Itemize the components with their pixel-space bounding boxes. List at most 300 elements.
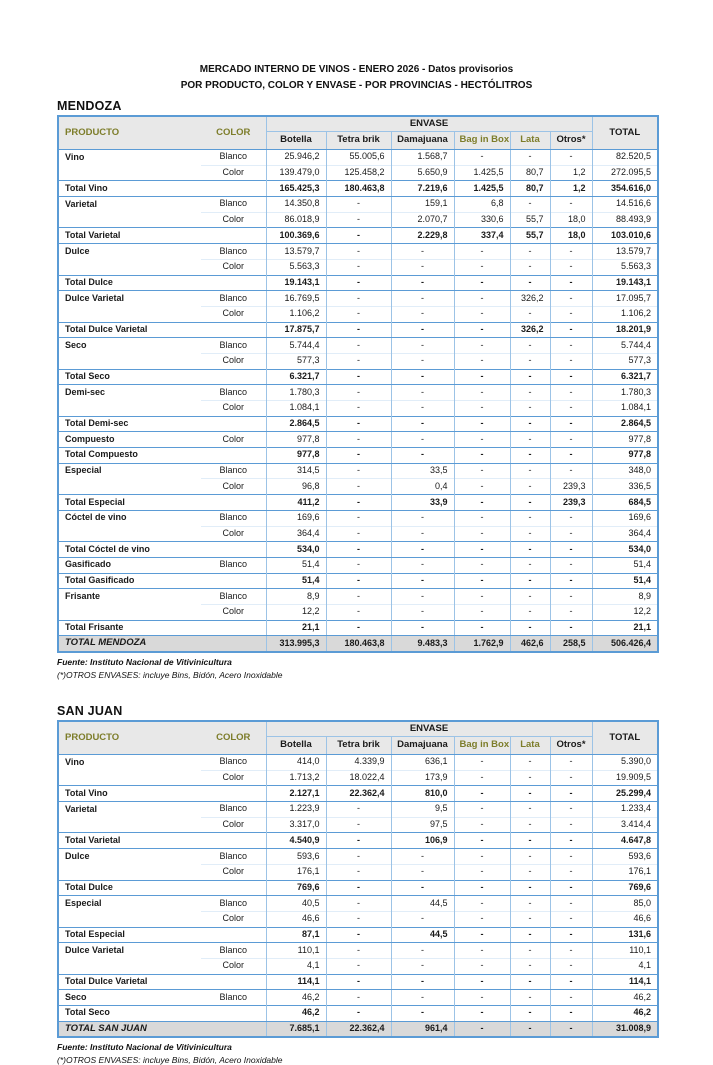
value-cell: - (391, 849, 454, 865)
product-cell: Seco (58, 990, 201, 1006)
value-cell: - (391, 1006, 454, 1022)
value-cell: - (326, 557, 391, 573)
value-cell: - (326, 275, 391, 291)
value-cell: - (326, 495, 391, 511)
value-cell: - (391, 306, 454, 322)
value-cell: 55.005,6 (326, 150, 391, 166)
table-header (58, 721, 658, 755)
value-cell: - (550, 291, 592, 307)
value-cell: - (510, 786, 550, 802)
table-header (58, 116, 658, 150)
page-header (0, 0, 713, 94)
product-cell: Dulce Varietal (58, 291, 201, 307)
value-cell: - (510, 353, 550, 369)
value-cell: 46,6 (592, 911, 658, 927)
value-cell: 19.909,5 (592, 770, 658, 786)
value-cell: - (326, 573, 391, 589)
value-cell: 7.219,6 (391, 181, 454, 197)
column-header-otros: Otros* (550, 132, 592, 150)
value-cell: - (454, 896, 510, 912)
value-cell: 1.568,7 (391, 150, 454, 166)
value-cell: - (326, 911, 391, 927)
product-cell (58, 958, 201, 974)
product-cell (58, 401, 201, 417)
value-cell: - (550, 244, 592, 260)
row-label-cell: Total Dulce (58, 880, 266, 896)
subtotal-row (58, 275, 658, 291)
value-cell: - (510, 432, 550, 448)
data-row (58, 259, 658, 275)
value-cell: 82.520,5 (592, 150, 658, 166)
color-cell: Blanco (201, 385, 266, 401)
section-san-juan (57, 704, 657, 1065)
value-cell: 2.229,8 (391, 228, 454, 244)
value-cell: - (454, 495, 510, 511)
color-cell: Blanco (201, 557, 266, 573)
value-cell: - (326, 212, 391, 228)
table-body (58, 150, 658, 653)
value-cell: - (391, 244, 454, 260)
value-cell: - (454, 369, 510, 385)
region-title: MENDOZA (57, 99, 122, 113)
column-header-tetra-brik: Tetra brik (326, 737, 391, 755)
value-cell: 31.008,9 (592, 1021, 658, 1037)
row-label-cell: Total Especial (58, 495, 266, 511)
value-cell: 977,8 (266, 432, 326, 448)
value-cell: 330,6 (454, 212, 510, 228)
value-cell: 769,6 (266, 880, 326, 896)
value-cell: - (510, 896, 550, 912)
value-cell: - (510, 911, 550, 927)
value-cell: 106,9 (391, 833, 454, 849)
value-cell: - (391, 990, 454, 1006)
value-cell: 110,1 (592, 943, 658, 959)
value-cell: - (326, 259, 391, 275)
value-cell: - (550, 1021, 592, 1037)
value-cell: - (454, 526, 510, 542)
value-cell: - (391, 369, 454, 385)
product-cell: Gasificado (58, 557, 201, 573)
row-label-cell: Total Seco (58, 369, 266, 385)
value-cell: - (550, 275, 592, 291)
value-cell: - (326, 432, 391, 448)
value-cell: - (326, 479, 391, 495)
value-cell: - (510, 338, 550, 354)
value-cell: - (550, 197, 592, 213)
value-cell: - (326, 974, 391, 990)
value-cell: - (510, 542, 550, 558)
value-cell: - (391, 974, 454, 990)
color-cell: Blanco (201, 802, 266, 818)
value-cell: - (326, 291, 391, 307)
value-cell: 364,4 (592, 526, 658, 542)
value-cell: 86.018,9 (266, 212, 326, 228)
value-cell: - (510, 990, 550, 1006)
value-cell: - (550, 864, 592, 880)
value-cell: - (510, 770, 550, 786)
value-cell: 1.425,5 (454, 165, 510, 181)
value-cell: 96,8 (266, 479, 326, 495)
value-cell: - (454, 990, 510, 1006)
color-cell: Blanco (201, 150, 266, 166)
value-cell: - (550, 849, 592, 865)
value-cell: - (454, 849, 510, 865)
footnote-fuente: Fuente: Instituto Nacional de Vitivinicultura (57, 657, 232, 667)
value-cell: 13.579,7 (266, 244, 326, 260)
value-cell: 1.425,5 (454, 181, 510, 197)
value-cell: 25.299,4 (592, 786, 658, 802)
value-cell: - (326, 589, 391, 605)
value-cell: - (454, 958, 510, 974)
value-cell: - (326, 353, 391, 369)
row-label-cell: Total Demi-sec (58, 416, 266, 432)
product-cell (58, 864, 201, 880)
column-header-bag-in-box: Bag in Box (454, 132, 510, 150)
value-cell: 354.616,0 (592, 181, 658, 197)
value-cell: - (550, 322, 592, 338)
value-cell: 2.864,5 (266, 416, 326, 432)
value-cell: - (454, 974, 510, 990)
value-cell: 44,5 (391, 927, 454, 943)
value-cell: 131,6 (592, 927, 658, 943)
value-cell: - (550, 589, 592, 605)
data-row (58, 770, 658, 786)
value-cell: 16.769,5 (266, 291, 326, 307)
data-row (58, 990, 658, 1006)
value-cell: - (326, 385, 391, 401)
product-cell (58, 259, 201, 275)
value-cell: - (454, 943, 510, 959)
value-cell: 977,8 (592, 432, 658, 448)
page-title-line1: MERCADO INTERNO DE VINOS - ENERO 2026 - Datos provisorios (199, 64, 514, 75)
row-label-cell: Total Varietal (58, 833, 266, 849)
row-label-cell: Total Seco (58, 1006, 266, 1022)
value-cell: 5.563,3 (266, 259, 326, 275)
column-header-total: TOTAL (592, 721, 658, 755)
value-cell: - (391, 542, 454, 558)
value-cell: 88.493,9 (592, 212, 658, 228)
value-cell: - (510, 526, 550, 542)
data-row (58, 165, 658, 181)
value-cell: - (550, 817, 592, 833)
column-header-color: COLOR (201, 116, 266, 150)
value-cell: - (510, 817, 550, 833)
column-header-otros: Otros* (550, 737, 592, 755)
value-cell: 4,1 (592, 958, 658, 974)
value-cell: - (550, 880, 592, 896)
value-cell: - (550, 526, 592, 542)
value-cell: 97,5 (391, 817, 454, 833)
product-cell (58, 911, 201, 927)
column-header-botella: Botella (266, 737, 326, 755)
value-cell: - (326, 849, 391, 865)
value-cell: - (510, 416, 550, 432)
value-cell: - (326, 864, 391, 880)
color-cell: Color (201, 864, 266, 880)
value-cell: - (391, 259, 454, 275)
value-cell: 5.390,0 (592, 755, 658, 771)
grand-total-row (58, 636, 658, 652)
product-cell: Frisante (58, 589, 201, 605)
value-cell: - (326, 604, 391, 620)
value-cell: 5.744,4 (592, 338, 658, 354)
color-cell: Color (201, 259, 266, 275)
value-cell: 2.070,7 (391, 212, 454, 228)
value-cell: - (391, 432, 454, 448)
value-cell: 19.143,1 (266, 275, 326, 291)
value-cell: 6.321,7 (592, 369, 658, 385)
footnote-fuente: Fuente: Instituto Nacional de Vitivinicultura (57, 1042, 232, 1053)
value-cell: 176,1 (266, 864, 326, 880)
value-cell: - (391, 604, 454, 620)
value-cell: 21,1 (266, 620, 326, 636)
product-cell (58, 604, 201, 620)
value-cell: 85,0 (592, 896, 658, 912)
value-cell: 6,8 (454, 197, 510, 213)
value-cell: 961,4 (391, 1021, 454, 1037)
value-cell: 110,1 (266, 943, 326, 959)
value-cell: 55,7 (510, 212, 550, 228)
row-label-cell: Total Gasificado (58, 573, 266, 589)
value-cell: 348,0 (592, 463, 658, 479)
product-cell: Dulce (58, 244, 201, 260)
value-cell: - (454, 322, 510, 338)
value-cell: - (391, 322, 454, 338)
subtotal-row (58, 448, 658, 464)
value-cell: - (550, 755, 592, 771)
data-row (58, 432, 658, 448)
value-cell: - (550, 802, 592, 818)
value-cell: - (454, 786, 510, 802)
color-cell: Blanco (201, 589, 266, 605)
product-cell: Especial (58, 463, 201, 479)
value-cell: - (326, 927, 391, 943)
value-cell: - (510, 369, 550, 385)
data-row (58, 385, 658, 401)
value-cell: - (391, 353, 454, 369)
value-cell: 18,0 (550, 228, 592, 244)
column-header-color: COLOR (201, 721, 266, 755)
value-cell: 4.540,9 (266, 833, 326, 849)
value-cell: 977,8 (266, 448, 326, 464)
value-cell: - (326, 802, 391, 818)
value-cell: - (326, 526, 391, 542)
value-cell: - (326, 1006, 391, 1022)
value-cell: - (510, 833, 550, 849)
value-cell: 46,2 (592, 1006, 658, 1022)
value-cell: 1.713,2 (266, 770, 326, 786)
value-cell: - (326, 197, 391, 213)
data-row (58, 864, 658, 880)
value-cell: 1,2 (550, 181, 592, 197)
color-cell: Color (201, 770, 266, 786)
value-cell: - (550, 990, 592, 1006)
data-row (58, 589, 658, 605)
product-cell: Seco (58, 338, 201, 354)
value-cell: 80,7 (510, 165, 550, 181)
value-cell: - (454, 150, 510, 166)
value-cell: 1.780,3 (592, 385, 658, 401)
value-cell: 51,4 (592, 557, 658, 573)
value-cell: - (454, 432, 510, 448)
row-label-cell: Total Compuesto (58, 448, 266, 464)
data-row (58, 353, 658, 369)
value-cell: - (454, 479, 510, 495)
product-cell: Cóctel de vino (58, 510, 201, 526)
subtotal-row (58, 542, 658, 558)
value-cell: 51,4 (266, 573, 326, 589)
color-cell: Blanco (201, 849, 266, 865)
value-cell: - (326, 990, 391, 1006)
value-cell: 169,6 (592, 510, 658, 526)
color-cell: Blanco (201, 755, 266, 771)
value-cell: - (550, 401, 592, 417)
value-cell: - (550, 786, 592, 802)
value-cell: - (510, 943, 550, 959)
value-cell: - (326, 244, 391, 260)
column-header-producto: PRODUCTO (58, 116, 201, 150)
value-cell: - (510, 479, 550, 495)
column-header-tetra-brik: Tetra brik (326, 132, 391, 150)
value-cell: 1.223,9 (266, 802, 326, 818)
color-cell: Color (201, 479, 266, 495)
value-cell: 46,2 (266, 990, 326, 1006)
page-title-line2: POR PRODUCTO, COLOR Y ENVASE - POR PROVINCIAS - HECTÓLITROS (180, 80, 533, 91)
value-cell: 810,0 (391, 786, 454, 802)
value-cell: - (454, 1021, 510, 1037)
value-cell: - (510, 802, 550, 818)
value-cell: - (454, 275, 510, 291)
color-cell: Blanco (201, 463, 266, 479)
subtotal-row (58, 573, 658, 589)
data-row (58, 526, 658, 542)
value-cell: - (391, 911, 454, 927)
value-cell: 5.563,3 (592, 259, 658, 275)
value-cell: 18.022,4 (326, 770, 391, 786)
value-cell: - (326, 542, 391, 558)
value-cell: - (510, 259, 550, 275)
grand-total-row (58, 1021, 658, 1037)
value-cell: 19.143,1 (592, 275, 658, 291)
row-label-cell: Total Dulce (58, 275, 266, 291)
value-cell: 3.317,0 (266, 817, 326, 833)
subtotal-row (58, 416, 658, 432)
value-cell: - (550, 770, 592, 786)
value-cell: - (550, 620, 592, 636)
mendoza-table (57, 115, 659, 653)
value-cell: 14.350,8 (266, 197, 326, 213)
value-cell: - (510, 495, 550, 511)
value-cell: - (326, 817, 391, 833)
value-cell: - (454, 880, 510, 896)
value-cell: - (454, 927, 510, 943)
product-cell (58, 306, 201, 322)
data-row (58, 150, 658, 166)
value-cell: - (326, 510, 391, 526)
value-cell: - (510, 958, 550, 974)
value-cell: - (550, 833, 592, 849)
value-cell: 80,7 (510, 181, 550, 197)
value-cell: - (391, 557, 454, 573)
value-cell: 169,6 (266, 510, 326, 526)
value-cell: - (550, 958, 592, 974)
value-cell: - (326, 306, 391, 322)
value-cell: 180.463,8 (326, 181, 391, 197)
value-cell: 22.362,4 (326, 1021, 391, 1037)
row-label-cell: TOTAL MENDOZA (58, 636, 266, 652)
value-cell: - (454, 911, 510, 927)
value-cell: 258,5 (550, 636, 592, 652)
color-cell: Blanco (201, 244, 266, 260)
product-cell: Varietal (58, 802, 201, 818)
value-cell: - (454, 416, 510, 432)
value-cell: 8,9 (266, 589, 326, 605)
row-label-cell: Total Vino (58, 786, 266, 802)
column-header-lata: Lata (510, 737, 550, 755)
value-cell: 593,6 (592, 849, 658, 865)
value-cell: 684,5 (592, 495, 658, 511)
value-cell: 769,6 (592, 880, 658, 896)
value-cell: - (454, 244, 510, 260)
subtotal-row (58, 181, 658, 197)
value-cell: 55,7 (510, 228, 550, 244)
value-cell: - (454, 573, 510, 589)
value-cell: 1.106,2 (266, 306, 326, 322)
subtotal-row (58, 974, 658, 990)
value-cell: - (510, 1021, 550, 1037)
value-cell: 534,0 (266, 542, 326, 558)
value-cell: - (510, 150, 550, 166)
value-cell: - (326, 880, 391, 896)
san-juan-table (57, 720, 659, 1038)
data-row (58, 817, 658, 833)
value-cell: 534,0 (592, 542, 658, 558)
value-cell: 577,3 (266, 353, 326, 369)
value-cell: - (391, 620, 454, 636)
subtotal-row (58, 1006, 658, 1022)
value-cell: 977,8 (592, 448, 658, 464)
value-cell: - (454, 338, 510, 354)
product-cell (58, 479, 201, 495)
value-cell: - (510, 1006, 550, 1022)
value-cell: - (391, 416, 454, 432)
column-header-lata: Lata (510, 132, 550, 150)
value-cell: 18.201,9 (592, 322, 658, 338)
value-cell: - (326, 322, 391, 338)
value-cell: - (391, 526, 454, 542)
color-cell: Color (201, 165, 266, 181)
value-cell: - (510, 306, 550, 322)
value-cell: - (454, 463, 510, 479)
data-row (58, 911, 658, 927)
subtotal-row (58, 880, 658, 896)
value-cell: 1.106,2 (592, 306, 658, 322)
column-header-botella: Botella (266, 132, 326, 150)
value-cell: 4.647,8 (592, 833, 658, 849)
value-cell: 87,1 (266, 927, 326, 943)
value-cell: - (326, 833, 391, 849)
subtotal-row (58, 369, 658, 385)
color-cell: Blanco (201, 291, 266, 307)
column-header-damajuana: Damajuana (391, 737, 454, 755)
product-cell (58, 526, 201, 542)
color-cell: Blanco (201, 197, 266, 213)
data-row (58, 755, 658, 771)
column-header-damajuana: Damajuana (391, 132, 454, 150)
value-cell: - (510, 510, 550, 526)
product-cell: Especial (58, 896, 201, 912)
value-cell: 176,1 (592, 864, 658, 880)
